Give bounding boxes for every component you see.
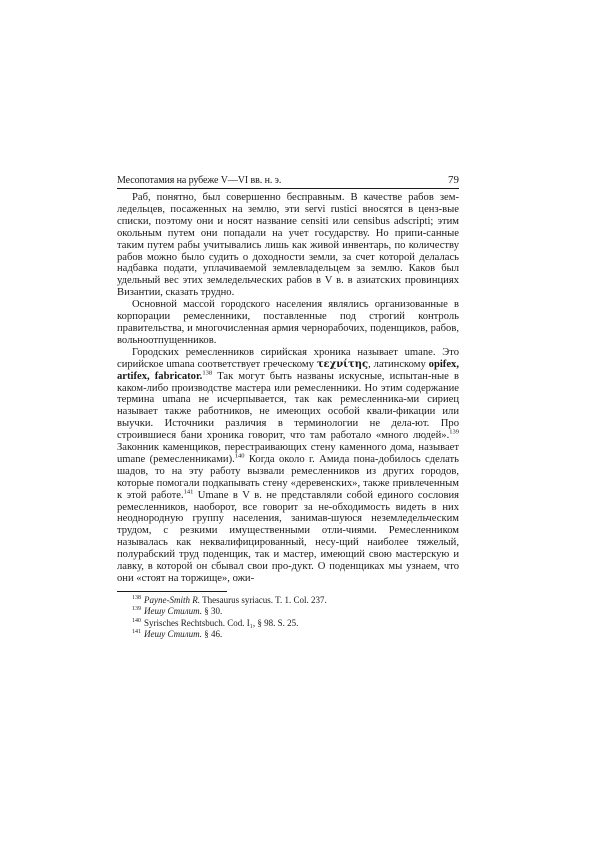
paragraph-3-part-c: Так могут быть названы искусные, испытан-ные в каком-либо производстве мастера или ремесленники. Но этим содержание термина umana не исчерпывается, так как ремесленника-ми сириец называет также работников, не имеющих особой квали-фикации или выучки. Источники различия в терминологии не дела-ют. Про строившиеся бани хроника говорит, что там работало «много людей». <box>117 370 459 442</box>
footnote-rule <box>117 591 327 641</box>
paragraph-2: Основной массой городского населения являлись организованные в корпорации ремесленники, поставленные под строгий контроль правительства, и многочисленная армия чернорабочих, поденщиков, рабов, вольноотпущенников. <box>117 299 459 346</box>
footnotes <box>117 595 459 641</box>
running-head <box>117 174 459 189</box>
footnote-ref-140: 140 <box>234 452 245 460</box>
footnote-ref-141: 141 <box>183 488 194 496</box>
latin-terms: opifex, artifex, fabricator. <box>117 358 459 382</box>
paragraph-3-part-b: , латинскому <box>368 358 429 370</box>
book-page <box>117 174 459 641</box>
chapter-title: Месопотамия на рубеже V—VI вв. н. э. <box>117 175 282 186</box>
footnote-ref-138: 138 <box>202 369 213 377</box>
paragraph-3-part-f: Umane в V в. не представляли собой единого сословия ремесленников, наоборот, все говорит за не-обходимость видеть в них неоднородную группу населения, занимав-шуюся неземледельческим трудом, с резкими имущественными отли-чиями. Ремесленником называлась как неквалифицированный, несу-щий наиболее тяжелый, полурабский труд поденщик, так и мастер, имеющий свою мастерскую и лавку, в которой он сбывал свои про-дукт. О поденщиках мы узнаем, что они «стоят на торжище», ожи- <box>117 489 459 584</box>
paragraph-3-part-a: Городских ремесленников сирийская хроника называет umane. Это сирийское umana соответствует греческому <box>117 346 459 370</box>
paragraph-3-part-d: Законник каменщиков, перестраивающих стену каменного дома, называет umane (ремесленниками). <box>117 442 459 465</box>
footnote-138: $^{138}$ Payne-Smith R. Thesaurus syriacus. T. 1. Col. 237. <box>132 594 327 605</box>
paragraph-1: Раб, понятно, был совершенно бесправным. В качестве рабов зем-ледельцев, посаженных на землю, эти servi rustici вносятся в ценз-вые списки, поэтому они и носят название censiti или censibus adscripti; этим окольным путем они попадали на учет государству. Но припи-санные таким путем рабы учитывались лишь как живой инвентарь, по количеству рабов можно было судить о доходности земли, за счет которой делалась надбавка подати, уплачиваемой землевладельцем за землю. Каков был удельный вес этих земледельческих рабов в V в. в азиатских провинциях Византии, сказать трудно. <box>117 192 459 299</box>
page-number: 79 <box>448 174 459 186</box>
footnote-141: $^{141}$ Иешу Стилит. § 46. <box>132 629 223 640</box>
paragraph-3-part-e: Когда около г. Амида пона-добилось сделать шадов, то на эту работу вызвали ремесленников из других городов, которые помогали подкапывать стену «деревенских», также привлеченным к этой работе. <box>117 453 459 501</box>
main-text <box>117 192 459 585</box>
footnote-ref-139: 139 <box>449 428 459 436</box>
paragraph-3 <box>117 347 459 585</box>
greek-term: τεχνίτης <box>316 358 369 370</box>
footnote-139: $^{139}$ Иешу Стилит. § 30. <box>132 606 223 617</box>
footnote-140: $^{140}$ Syrisches Rechtsbuch. Cod. I₁, § 98. S. 25. <box>132 617 299 628</box>
